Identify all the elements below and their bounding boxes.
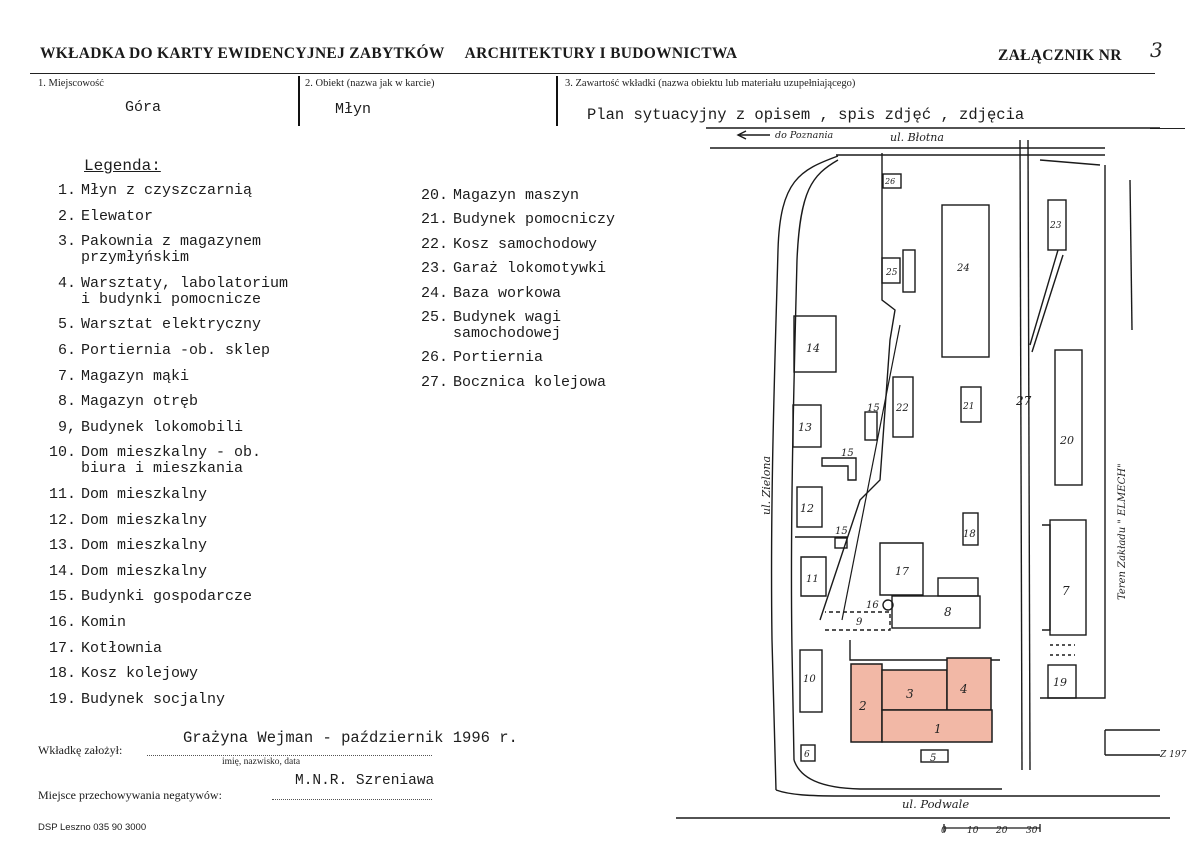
label-14: 14 — [806, 342, 820, 355]
label-10: 10 — [803, 674, 816, 685]
label-1: 1 — [934, 722, 942, 736]
label-24: 24 — [957, 263, 970, 274]
legend-item-text: Warsztat elektryczny — [81, 316, 262, 334]
legend-item-number: 21. — [420, 211, 448, 229]
legend-item-number: 22. — [420, 235, 448, 253]
annex-label: ZAŁĄCZNIK NR — [998, 47, 1122, 64]
label-15b: 15 — [841, 448, 854, 459]
legend-title: Legenda: — [84, 157, 161, 175]
label-19: 19 — [1053, 676, 1067, 689]
legend-item-number: 20. — [420, 187, 448, 204]
legend-item-text: Budynek wagi samochodowej — [453, 308, 562, 342]
legend-item-text: Kotłownia — [81, 639, 163, 657]
legend-item-number: 8. — [57, 393, 76, 411]
edge-label: Z 197 — [1160, 750, 1187, 760]
building-8 — [892, 596, 980, 628]
author-label: Wkładkę założył: — [38, 743, 123, 757]
mill-complex — [851, 658, 992, 742]
legend-item-text: Magazyn otręb — [81, 393, 199, 411]
label-12: 12 — [800, 502, 814, 515]
legend-item-text: Elewator — [81, 207, 154, 225]
legend-item-text: Budynek pomocniczy — [453, 211, 616, 229]
building-15b — [822, 458, 856, 480]
legend-item-text: Kosz kolejowy — [81, 665, 199, 683]
label-9: 9 — [856, 617, 863, 628]
label-20: 20 — [1060, 434, 1074, 447]
legend-item-number: 17. — [48, 639, 76, 657]
place-value: Góra — [125, 99, 162, 116]
yard-line — [850, 640, 1000, 660]
legend-item-text: Garaż lokomotywki — [453, 260, 607, 278]
legend-item-number: 25. — [420, 308, 448, 326]
legend-item-text: Warsztaty, labolatorium i budynki pomocnicze — [81, 274, 289, 308]
legend-item-number: 24. — [420, 284, 448, 302]
legend-item-number: 26. — [420, 349, 448, 367]
road-top-label: do Poznania — [775, 130, 834, 141]
legend-item-text: Kosz samochodowy — [453, 235, 598, 253]
legend-item-number: 18. — [48, 665, 76, 683]
legend-item-text: Magazyn maszyn — [453, 187, 580, 204]
legend-item-text: Dom mieszkalny — [81, 485, 208, 503]
legend-item-number: 2. — [57, 207, 76, 225]
street-top-label: ul. Błotna — [890, 131, 944, 144]
legend-item-number: 1. — [57, 182, 76, 199]
legend-item-text: Budynek socjalny — [81, 690, 226, 708]
label-13: 13 — [798, 421, 812, 434]
legend-item-text: Baza workowa — [453, 284, 562, 302]
legend-item-number: 23. — [420, 260, 448, 278]
building-17b — [938, 578, 978, 596]
storage-value: M.N.R. Szreniawa — [295, 773, 435, 789]
building-25b — [903, 250, 915, 292]
neighbour-edge — [1130, 180, 1132, 330]
building-15a — [865, 412, 877, 440]
place-label: 1. Miejscowość — [38, 78, 104, 89]
street-left-inner — [791, 160, 838, 760]
storage-label: Miejsce przechowywania negatywów: — [38, 788, 222, 802]
street-left-label: ul. Zielona — [760, 455, 773, 515]
legend-item-number: 10. — [48, 444, 76, 462]
legend-item-text: Komin — [81, 613, 127, 631]
label-18: 18 — [963, 529, 976, 540]
content-value: Plan sytuacyjny z opisem , spis zdjęć , zdjęcia — [587, 106, 1025, 124]
legend-item-text: Budynek lokomobili — [81, 418, 244, 436]
building-7-ramp — [1042, 525, 1050, 630]
label-25: 25 — [886, 268, 898, 278]
legend-item-text: Portiernia — [453, 349, 544, 367]
label-21: 21 — [963, 402, 975, 412]
legend-item-text: Dom mieszkalny — [81, 537, 208, 555]
label-17: 17 — [895, 565, 909, 578]
legend-item-number: 3. — [57, 233, 76, 251]
legend-item-text: Portiernia -ob. sklep — [81, 341, 271, 359]
legend-item-number: 12. — [48, 511, 76, 529]
building-24 — [942, 205, 989, 357]
label-7: 7 — [1062, 584, 1070, 598]
legend-item-number: 4. — [57, 274, 76, 292]
label-27: 27 — [1016, 394, 1032, 408]
label-15a: 15 — [867, 403, 880, 414]
object-label: 2. Obiekt (nazwa jak w karcie) — [305, 78, 435, 89]
street-bottom-edge — [794, 760, 1002, 789]
label-3: 3 — [906, 687, 914, 701]
legend-item-number: 7. — [57, 367, 76, 385]
annex-number: 3 — [1150, 38, 1163, 62]
label-23: 23 — [1050, 221, 1062, 231]
print-code: DSP Leszno 035 90 3000 — [38, 822, 147, 833]
label-6: 6 — [804, 750, 810, 760]
railway-track — [1020, 140, 1022, 770]
label-8: 8 — [944, 605, 952, 619]
label-11: 11 — [806, 574, 819, 585]
legend-item-text: Magazyn mąki — [81, 367, 190, 385]
legend-item-text: Dom mieszkalny — [81, 511, 208, 529]
legend-item-number: 5. — [57, 316, 76, 334]
building-20 — [1055, 350, 1082, 485]
label-2: 2 — [859, 699, 867, 713]
legend-item-text: Młyn z czyszczarnią — [81, 182, 253, 199]
street-dash — [1040, 160, 1100, 165]
railway-track — [1028, 140, 1030, 770]
label-16: 16 — [866, 600, 879, 611]
form-title-second: ARCHITEKTURY I BUDOWNICTWA — [464, 45, 738, 62]
railway-branch — [1030, 250, 1058, 345]
label-22: 22 — [896, 403, 909, 414]
street-left-outer — [772, 156, 838, 790]
scale-tick: 30 — [1026, 826, 1038, 836]
building-4 — [947, 658, 991, 710]
form-title-main: WKŁADKA DO KARTY EWIDENCYJNEJ ZABYTKÓW — [40, 45, 445, 62]
legend-item-number: 15. — [48, 588, 76, 606]
label-5: 5 — [930, 753, 937, 764]
legend-item-text: Pakownia z magazynem przymłyńskim — [81, 233, 262, 267]
author-sublabel: imię, nazwisko, data — [222, 757, 301, 767]
legend-item-text: Dom mieszkalny - ob. biura i mieszkania — [81, 444, 262, 478]
legend-item-text: Budynki gospodarcze — [81, 588, 253, 606]
street-bottom-label: ul. Podwale — [902, 797, 970, 811]
boundary-diag2 — [842, 325, 900, 620]
legend-item-number: 16. — [48, 613, 76, 631]
right-plot-label: Teren Zakładu " ELMECH" — [1117, 463, 1128, 600]
scale-tick: 20 — [996, 826, 1008, 836]
legend-item-number: 6. — [57, 341, 76, 359]
railway-branch — [1032, 255, 1063, 352]
label-4: 4 — [960, 682, 968, 696]
author-value: Grażyna Wejman - październik 1996 r. — [183, 729, 518, 747]
legend-item-number: 14. — [48, 562, 76, 580]
scale-tick: 10 — [967, 826, 979, 836]
street-bottom-top — [776, 790, 1160, 796]
boundary-diag — [820, 153, 895, 620]
legend-item-number: 9, — [57, 418, 76, 436]
building-7 — [1050, 520, 1086, 635]
legend-item-number: 13. — [48, 537, 76, 555]
legend-item-number: 11. — [48, 485, 76, 503]
object-value: Młyn — [335, 101, 372, 118]
scale-tick: 0 — [941, 826, 947, 836]
label-15c: 15 — [835, 526, 848, 537]
legend-item-text: Dom mieszkalny — [81, 562, 208, 580]
legend-item-number: 19. — [48, 690, 76, 708]
legend-item-number: 27. — [420, 373, 448, 391]
legend-item-text: Bocznica kolejowa — [453, 373, 607, 391]
content-label: 3. Zawartość wkładki (nazwa obiektu lub materiału uzupełniającego) — [565, 78, 856, 89]
building-3 — [882, 670, 947, 710]
label-26: 26 — [885, 177, 896, 186]
